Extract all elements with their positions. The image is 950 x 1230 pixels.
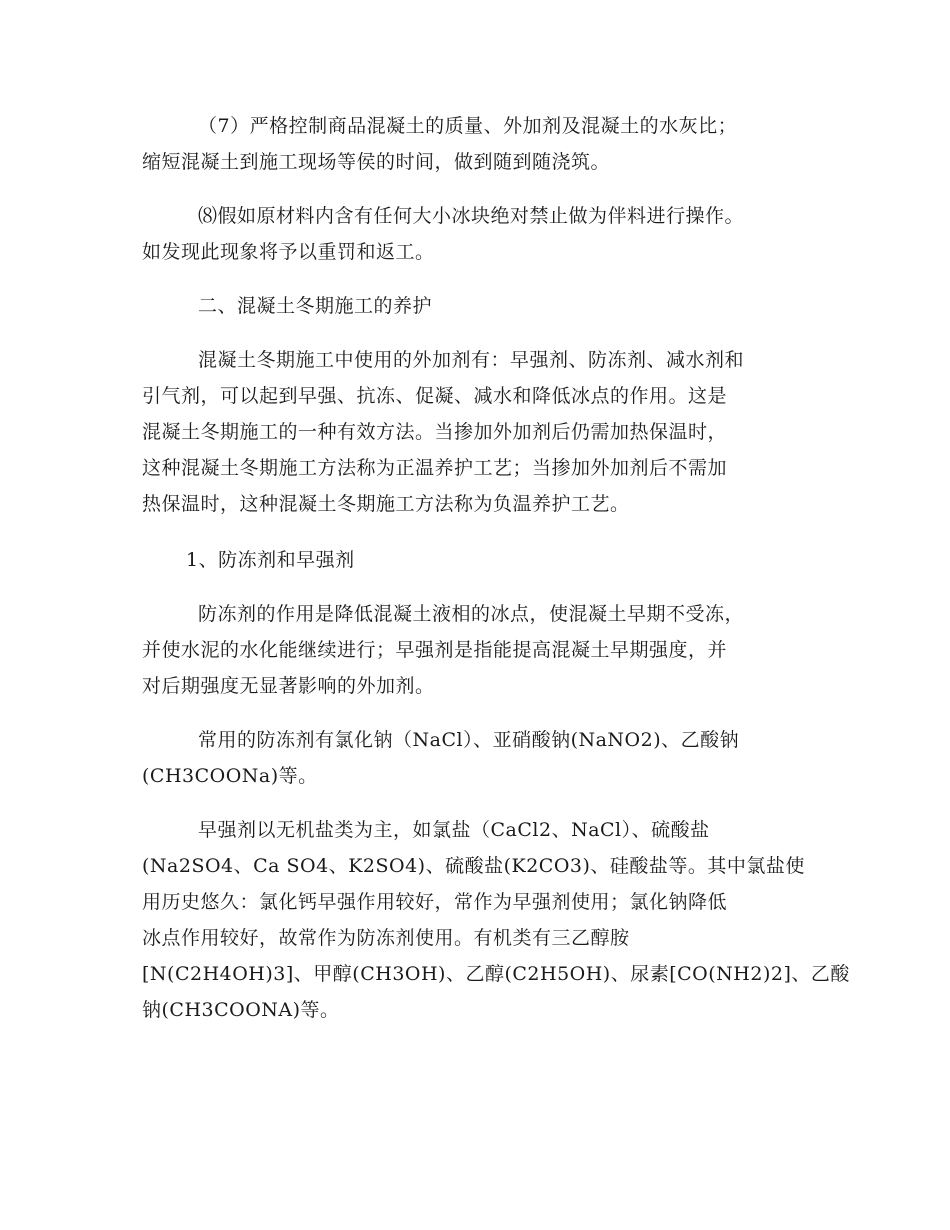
paragraph-line: 热保温时，这种混凝土冬期施工方法称为负温养护工艺。 xyxy=(142,493,630,515)
paragraph-line: 并使水泥的水化能继续进行；早强剂是指能提高混凝土早期强度，并 xyxy=(142,639,728,661)
paragraph-line: 对后期强度无显著影响的外加剂。 xyxy=(142,675,435,697)
paragraph-line: 混凝土冬期施工的一种有效方法。当掺加外加剂后仍需加热保温时， xyxy=(142,421,728,443)
paragraph-line: 如发现此现象将予以重罚和返工。 xyxy=(142,241,435,263)
paragraph-line: 用历史悠久：氯化钙早强作用较好，常作为早强剂使用；氯化钠降低 xyxy=(142,891,728,913)
paragraph-early-strength xyxy=(142,812,850,1028)
paragraph-item-8 xyxy=(142,198,812,270)
paragraph-line: 这种混凝土冬期施工方法称为正温养护工艺；当掺加外加剂后不需加 xyxy=(142,457,728,479)
paragraph-line: [N(C2H4OH)3]、甲醇(CH3OH)、乙醇(C2H5OH)、尿素[CO(NH2)2]、乙酸 xyxy=(142,963,850,985)
subsection-heading xyxy=(142,542,812,578)
paragraph-line: （7）严格控制商品混凝土的质量、外加剂及混凝土的水灰比； xyxy=(198,115,738,137)
paragraph-line: 冰点作用较好，故常作为防冻剂使用。有机类有三乙醇胺 xyxy=(142,927,630,949)
paragraph-line: 引气剂，可以起到早强、抗冻、促凝、减水和降低冰点的作用。这是 xyxy=(142,385,728,407)
paragraph-line: (CH3COONa)等。 xyxy=(142,765,318,787)
paragraph-line: 混凝土冬期施工中使用的外加剂有：早强剂、防冻剂、减水剂和 xyxy=(198,349,745,371)
paragraph-item-7 xyxy=(142,108,812,180)
paragraph-line: 早强剂以无机盐类为主，如氯盐（CaCl2、NaCl）、硫酸盐 xyxy=(198,819,710,841)
heading-text: 1、防冻剂和早强剂 xyxy=(186,549,355,571)
paragraph-line: (Na2SO4、Ca SO4、K2SO4)、硫酸盐(K2CO3)、硅酸盐等。其中氯盐使 xyxy=(142,855,805,877)
paragraph-additives-intro xyxy=(142,342,812,522)
paragraph-line: 钠(CH3COONA)等。 xyxy=(142,999,340,1021)
paragraph-antifreeze-definition xyxy=(142,596,812,704)
section-heading xyxy=(142,288,812,324)
paragraph-line: 缩短混凝土到施工现场等侯的时间，做到随到随浇筑。 xyxy=(142,151,611,173)
paragraph-line: ⑻假如原材料内含有任何大小冰块绝对禁止做为伴料进行操作。 xyxy=(198,205,745,227)
paragraph-line: 常用的防冻剂有氯化钠（NaCl）、亚硝酸钠(NaNO2)、乙酸钠 xyxy=(198,729,740,751)
paragraph-common-antifreeze xyxy=(142,722,812,794)
paragraph-line: 防冻剂的作用是降低混凝土液相的冰点，使混凝土早期不受冻， xyxy=(198,603,745,625)
heading-text: 二、混凝土冬期施工的养护 xyxy=(198,295,433,317)
